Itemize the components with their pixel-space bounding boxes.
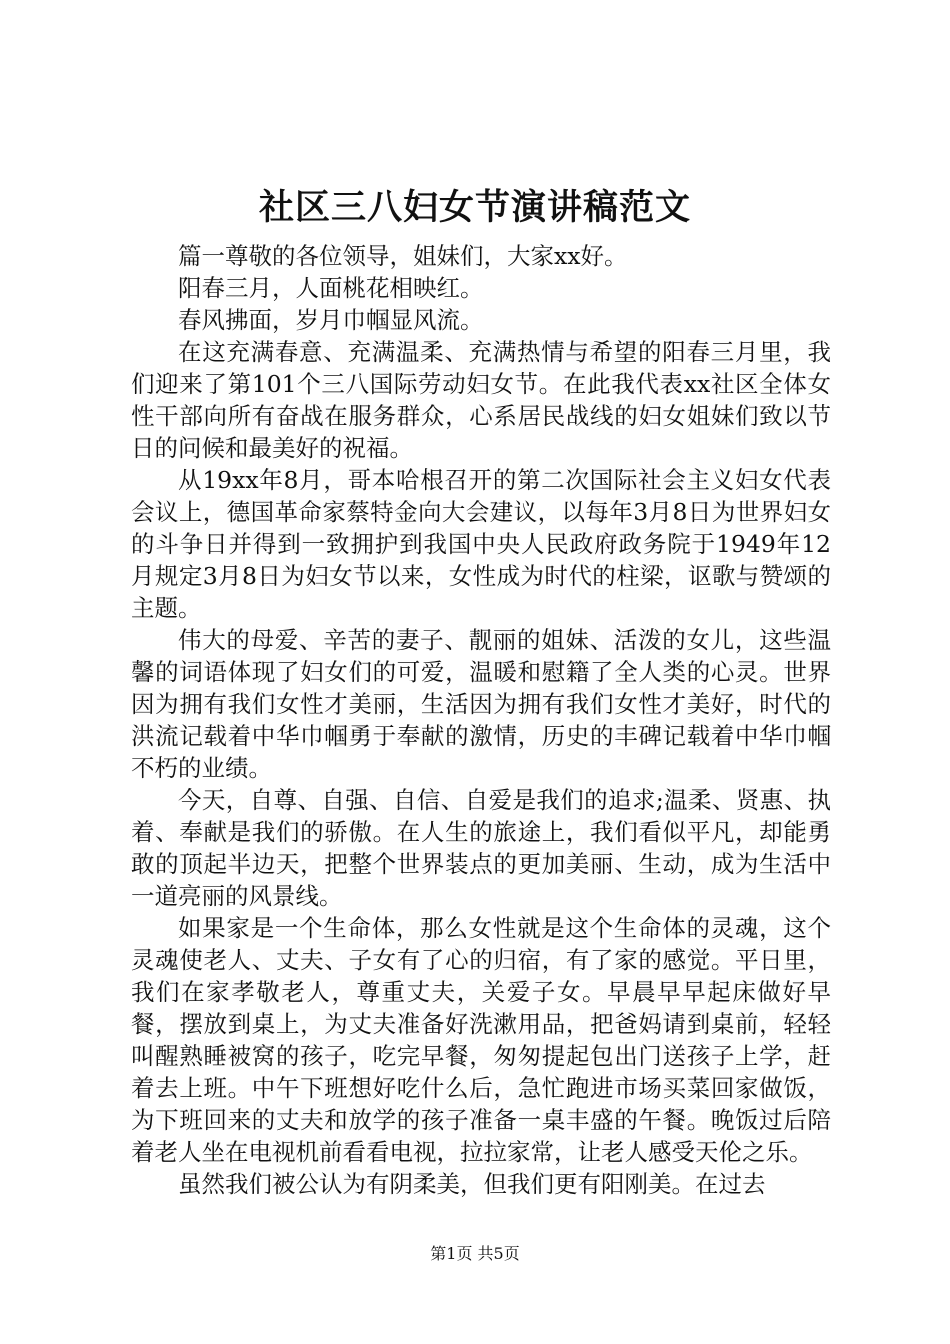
- paragraph-1: 篇一尊敬的各位领导，姐妹们，大家xx好。: [178, 242, 628, 270]
- paragraph-7: 今天，自尊、自强、自信、自爱是我们的追求;温柔、贤惠、执着、奉献是我们的骄傲。在人生的旅途上，我们看似平凡，却能勇敢的顶起半边天，把整个世界装点的更加美丽、生动，成为生活中一道亮丽的风景线。: [131, 786, 831, 910]
- page-footer: 第1页 共5页: [430, 1244, 520, 1263]
- paragraph-4: 在这充满春意、充满温柔、充满热情与希望的阳春三月里，我们迎来了第101个三八国际劳动妇女节。在此我代表xx社区全体女性干部向所有奋战在服务群众，心系居民战线的妇女姐妹们致以节日的问候和最美好的祝福。: [131, 338, 831, 462]
- paragraph-3: 春风拂面，岁月巾帼显风流。: [178, 306, 484, 334]
- paragraph-8: 如果家是一个生命体，那么女性就是这个生命体的灵魂，这个灵魂使老人、丈夫、子女有了心的归宿，有了家的感觉。平日里，我们在家孝敬老人，尊重丈夫，关爱子女。早晨早早起床做好早餐，摆放到桌上，为丈夫准备好洗漱用品，把爸妈请到桌前，轻轻叫醒熟睡被窝的孩子，吃完早餐，匆匆提起包出门送孩子上学，赶着去上班。中午下班想好吃什么后，急忙跑进市场买菜回家做饭，为下班回来的丈夫和放学的孩子准备一桌丰盛的午餐。晚饭过后陪着老人坐在电视机前看看电视，拉拉家常，让老人感受天伦之乐。: [131, 914, 831, 1166]
- paragraph-2: 阳春三月，人面桃花相映红。: [178, 274, 484, 302]
- paragraph-6: 伟大的母爱、辛苦的妻子、靓丽的姐妹、活泼的女儿，这些温馨的词语体现了妇女们的可爱，温暖和慰籍了全人类的心灵。世界因为拥有我们女性才美丽，生活因为拥有我们女性才美好，时代的洪流记载着中华巾帼勇于奉献的激情，历史的丰碑记载着中华巾帼不朽的业绩。: [131, 626, 831, 782]
- paragraph-9: 虽然我们被公认为有阴柔美，但我们更有阳刚美。在过去: [178, 1170, 766, 1198]
- document-body: [131, 240, 831, 1200]
- paragraph-5: 从19xx年8月，哥本哈根召开的第二次国际社会主义妇女代表会议上，德国革命家蔡特金向大会建议，以每年3月8日为世界妇女的斗争日并得到一致拥护到我国中央人民政府政务院于1949年12月规定3月8日为妇女节以来，女性成为时代的柱梁，讴歌与赞颂的主题。: [131, 466, 831, 622]
- document-title: 社区三八妇女节演讲稿范文: [258, 187, 691, 228]
